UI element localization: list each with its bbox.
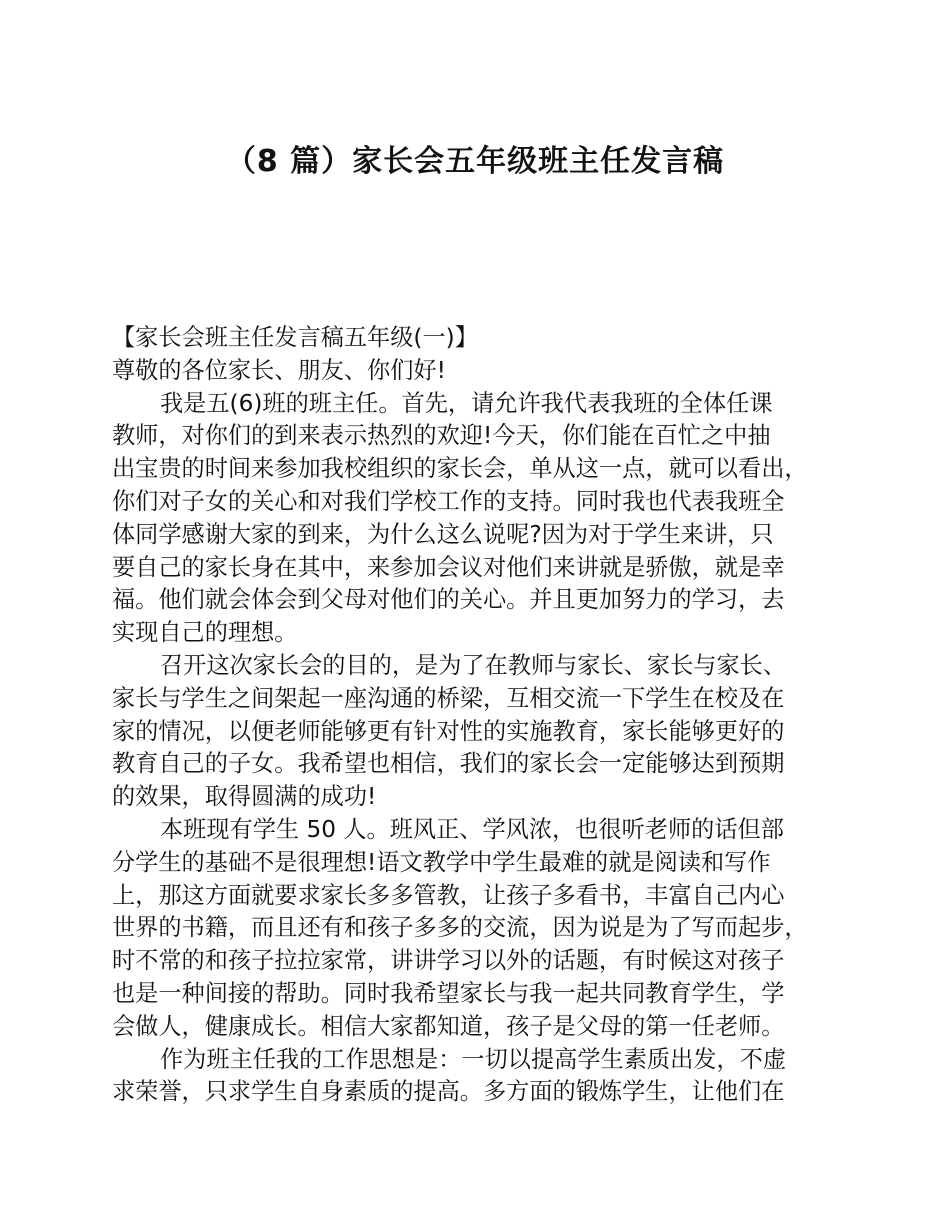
text-line: 也是一种间接的帮助。同时我希望家长与我一起共同教育学生，学	[112, 979, 785, 1007]
text-line: 上，那这方面就要求家长多多管教，让孩子多看书，丰富自己内心	[112, 881, 785, 909]
text-line: 教师，对你们的到来表示热烈的欢迎!今天，你们能在百忙之中抽	[112, 422, 771, 450]
text-line: 会做人，健康成长。相信大家都知道，孩子是父母的第一任老师。	[112, 1012, 785, 1040]
document-body	[112, 322, 872, 1109]
text-line: 要自己的家长身在其中，来参加会议对他们来讲就是骄傲，就是幸	[112, 553, 785, 581]
text-line: 召开这次家长会的目的，是为了在教师与家长、家长与家长、	[160, 651, 787, 679]
text-line: 出宝贵的时间来参加我校组织的家长会，单从这一点，就可以看出，	[112, 455, 808, 483]
text-line: 本班现有学生 50 人。班风正、学风浓，也很听老师的话但部	[160, 815, 784, 843]
text-line: 世界的书籍，而且还有和孩子多多的交流，因为说是为了写而起步，	[112, 914, 808, 942]
text-line: 实现自己的理想。	[112, 619, 298, 647]
text-line: 家的情况，以便老师能够更有针对性的实施教育，家长能够更好的	[112, 717, 785, 745]
text-line: 体同学感谢大家的到来，为什么这么说呢?因为对于学生来讲，只	[112, 520, 774, 548]
text-line: 家长与学生之间架起一座沟通的桥梁，互相交流一下学生在校及在	[112, 684, 785, 712]
text-line: 福。他们就会体会到父母对他们的关心。并且更加努力的学习，去	[112, 586, 785, 614]
text-line: 你们对子女的关心和对我们学校工作的支持。同时我也代表我班全	[112, 487, 785, 515]
text-line: 【家长会班主任发言稿五年级(一)】	[112, 324, 478, 351]
text-line: 尊敬的各位家长、朋友、你们好!	[112, 356, 446, 384]
text-line: 的效果，取得圆满的成功!	[112, 783, 377, 811]
text-line: 我是五(6)班的班主任。首先，请允许我代表我班的全体任课	[160, 389, 773, 417]
text-line: 作为班主任我的工作思想是：一切以提高学生素质出发，不虚	[160, 1045, 787, 1073]
text-line: 时不常的和孩子拉拉家常，讲讲学习以外的话题，有时候这对孩子	[112, 947, 785, 975]
text-line: 求荣誉，只求学生自身素质的提高。多方面的锻炼学生，让他们在	[112, 1078, 785, 1106]
text-line: 分学生的基础不是很理想!语文教学中学生最难的就是阅读和写作	[112, 848, 771, 876]
text-line: 教育自己的子女。我希望也相信，我们的家长会一定能够达到预期	[112, 750, 785, 778]
document-title: （8 篇）家长会五年级班主任发言稿	[225, 144, 725, 179]
